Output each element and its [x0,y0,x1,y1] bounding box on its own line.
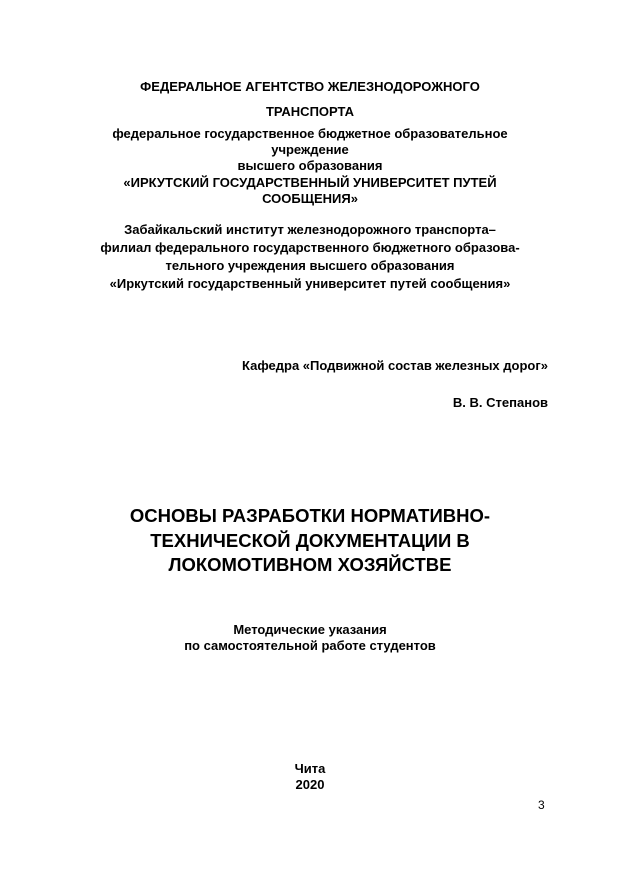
subtitle-line-1: Методические указания [233,622,387,637]
institution-type-line-3: высшего образования [237,158,383,173]
institution-type-line-2: учреждение [271,142,349,157]
document-title-line-2: ТЕХНИЧЕСКОЙ ДОКУМЕНТАЦИИ В [150,530,470,551]
institution-type-line-1: федеральное государственное бюджетное образовательное [112,126,508,141]
branch-line-2: филиал федерального государственного бюджетного образова- [100,240,520,255]
subtitle-line-2: по самостоятельной работе студентов [184,638,436,653]
university-name-line-1: «ИРКУТСКИЙ ГОСУДАРСТВЕННЫЙ УНИВЕРСИТЕТ ПУТЕЙ [123,175,497,190]
page-number: 3 [538,798,545,812]
document-title-line-1: ОСНОВЫ РАЗРАБОТКИ НОРМАТИВНО- [129,505,491,526]
document-title-line-3: ЛОКОМОТИВНОМ ХОЗЯЙСТВЕ [168,554,452,575]
agency-name-line-2: ТРАНСПОРТА [265,104,355,119]
department-name: Кафедра «Подвижной состав железных дорог» [242,358,548,373]
author-name: В. В. Степанов [452,395,548,410]
branch-line-4: «Иркутский государственный университет путей сообщения» [109,276,511,291]
branch-line-1: Забайкальский институт железнодорожного транспорта– [124,222,496,237]
imprint-city: Чита [294,761,326,776]
agency-name-line-1: ФЕДЕРАЛЬНОЕ АГЕНТСТВО ЖЕЛЕЗНОДОРОЖНОГО [140,79,480,94]
imprint-year: 2020 [295,777,325,792]
branch-line-3: тельного учреждения высшего образования [165,258,455,273]
university-name-line-2: СООБЩЕНИЯ» [262,191,358,206]
